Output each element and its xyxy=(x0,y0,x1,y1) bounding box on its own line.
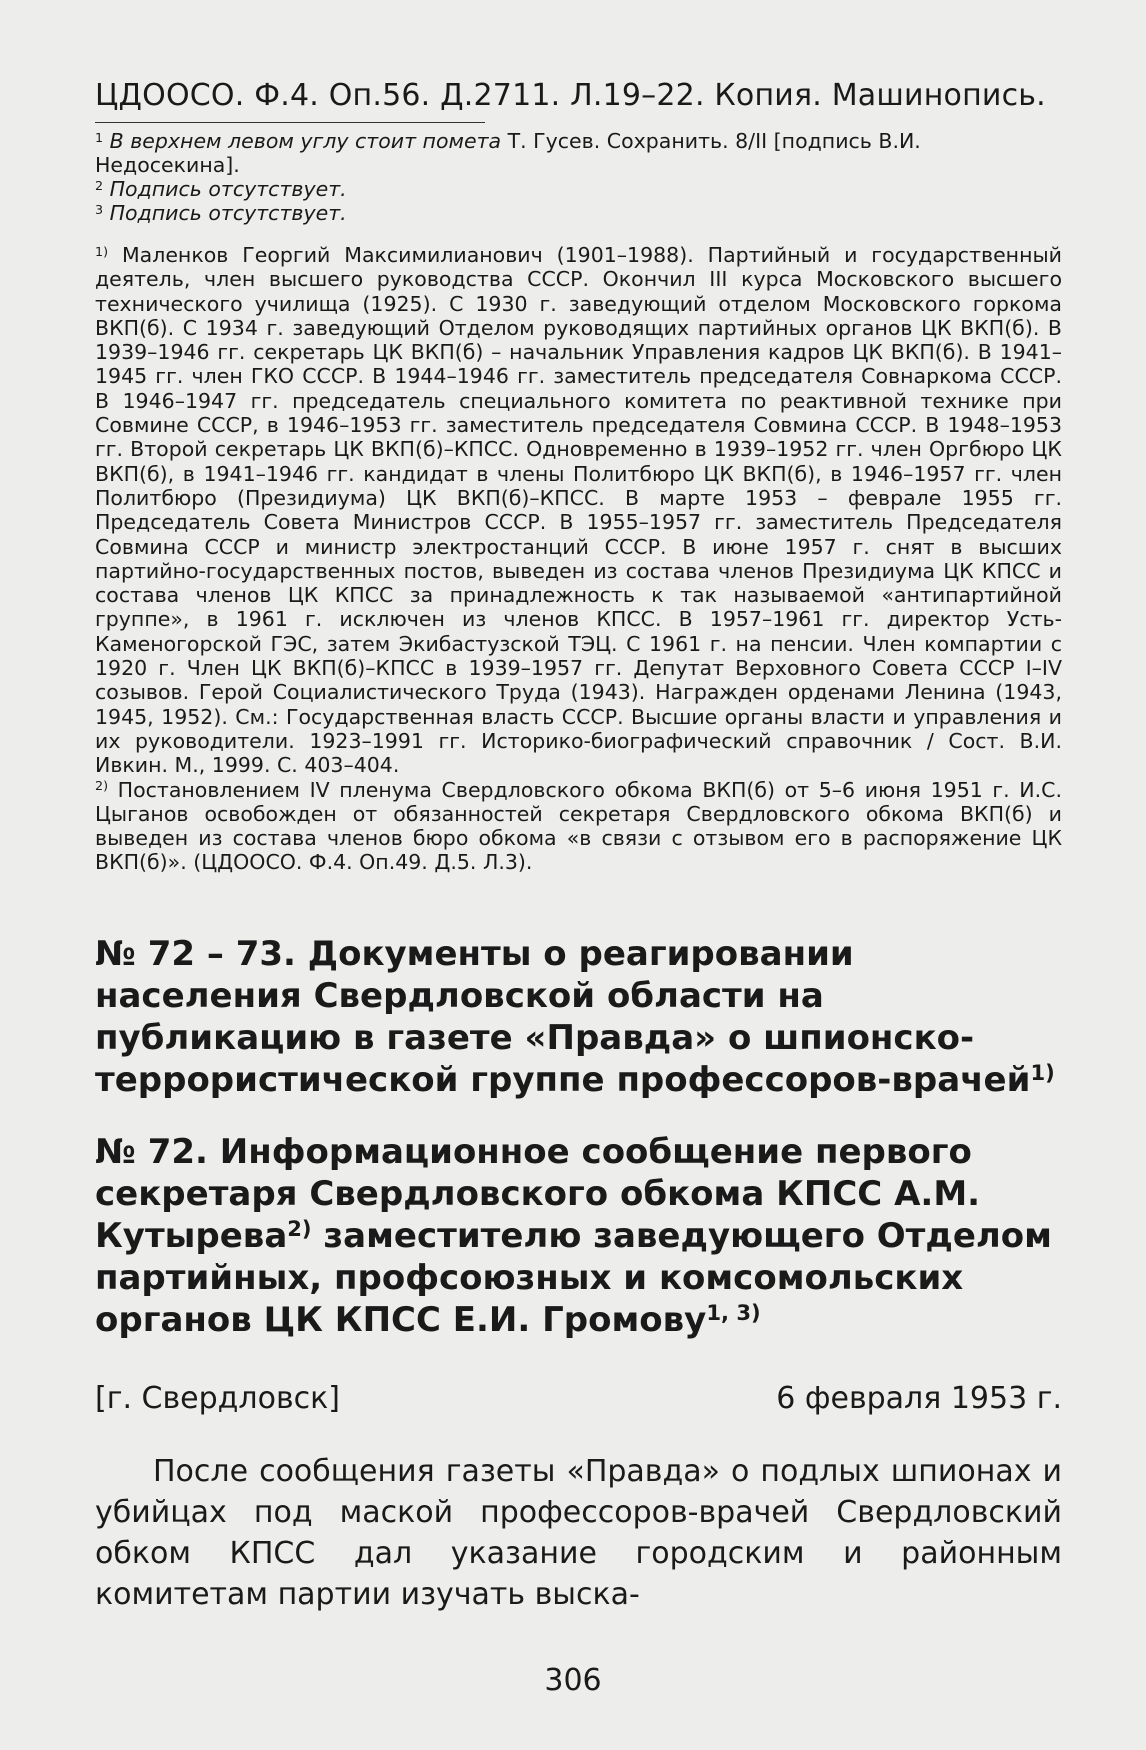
biography-note-malenkov xyxy=(95,243,1062,778)
document-group-heading xyxy=(95,933,1062,1101)
archive-source: ЦДООСО. Ф.4. Оп.56. Д.2711. Л.19–22. Копия. Машинопись. xyxy=(95,78,1046,113)
footnote-italic: Подпись отсутствует. xyxy=(109,201,347,225)
heading-mark: 2) xyxy=(287,1216,312,1242)
heading-mark: 1) xyxy=(1030,1060,1055,1086)
footnote xyxy=(95,201,1062,225)
heading-mark: 1, 3) xyxy=(706,1300,761,1326)
biography-mark: 2) xyxy=(95,778,109,794)
heading-text-part1: № 72. Информационное сообщение первого секретаря Свердловского обкома КПСС А.М. Кутырева xyxy=(95,1131,981,1256)
biography-mark: 1) xyxy=(95,243,109,259)
footnotes xyxy=(95,129,1062,225)
biography-text: Маленков Георгий Максимилианович (1901–1988). Партийный и государственный деятель, член высшего руководства СССР. Окончил III курса Московского высшего технического училища (1925). С 1930 г. заведующий отделом Московского горкома ВКП(б). С 1934 г. заведующий Отделом руководящих партийных органов ЦК ВКП(б). В 1939–1946 гг. секретарь ЦК ВКП(б) – начальник Управления кадров ЦК ВКП(б). В 1941–1945 гг. член ГКО СССР. В 1944–1946 гг. заместитель председателя Совнаркома СССР. В 1946–1947 гг. председатель специального комитета по реактивной технике при Совмине СССР, в 1946–1953 гг. заместитель председателя Совмина СССР. В 1948–1953 гг. Второй секретарь ЦК ВКП(б)–КПСС. Одновременно в 1939–1952 гг. член Оргбюро ЦК ВКП(б), в 1941–1946 гг. кандидат в члены Политбюро ЦК ВКП(б), в 1946–1957 гг. член Политбюро (Президиума) ЦК ВКП(б)–КПСС. В марте 1953 – феврале 1955 гг. Председатель Совета Министров СССР. В 1955–1957 гг. заместитель Председателя Совмина СССР и министр электростанций СССР. В июне 1957 г. снят в высших партийно-государственных постов, выведен из состава членов Президиума ЦК КПСС и состава членов ЦК КПСС за принадлежность к так называемой «антипартийной группе», в 1961 г. исключен из членов КПСС. В 1957–1961 гг. директор Усть-Каменогорской ГЭС, затем Экибастузской ТЭЦ. С 1961 г. на пенсии. Член компартии с 1920 г. Член ЦК ВКП(б)–КПСС в 1939–1957 гг. Депутат Верховного Совета СССР I–IV созывов. Герой Социалистического Труда (1943). Награжден орденами Ленина (1943, 1945, 1952). См.: Государственная власть СССР. Высшие органы власти и управления и их руководители. 1923–1991 гг. Историко-биографический справочник / Сост. В.И. Ивкин. М., 1999. С. 403–404. xyxy=(95,243,1062,778)
biography-text: Постановлением IV пленума Свердловского обкома ВКП(б) от 5–6 июня 1951 г. И.С. Цыганов освобожден от обязанностей секретаря Свердловского обкома ВКП(б) и выведен из состава членов бюро обкома «в связи с отзывом его в распоряжение ЦК ВКП(б)». (ЦДООСО. Ф.4. Оп.49. Д.5. Л.3). xyxy=(95,777,1062,875)
footnote-mark: 1 xyxy=(95,129,104,145)
footnote-mark: 3 xyxy=(95,201,104,217)
place-date-line xyxy=(95,1381,1062,1417)
footnote-italic: В верхнем левом углу стоит помета xyxy=(109,129,502,153)
body-paragraph: После сообщения газеты «Правда» о подлых шпионах и убийцах под маской профессоров-врачей Свердловский обком КПСС дал указание городским и районным комитетам партии изучать выска- xyxy=(95,1453,1062,1612)
biography-note-tsyganov xyxy=(95,778,1062,875)
footnote-italic: Подпись отсутствует. xyxy=(109,177,347,201)
document-date: 6 февраля 1953 г. xyxy=(776,1380,1062,1416)
heading-text-part2: заместителю заведующего Отделом партийных, профсоюзных и комсомольских органов ЦК КПСС Е.И. Громову xyxy=(95,1215,1052,1340)
footnote xyxy=(95,177,1062,201)
document-heading xyxy=(95,1131,1062,1341)
heading-text: № 72 – 73. Документы о реагировании населения Свердловской области на публикацию в газете «Правда» о шпионско-террористической группе профессоров-врачей xyxy=(95,933,1031,1100)
footnote-divider xyxy=(95,122,485,123)
footnote-mark: 2 xyxy=(95,177,104,193)
footnote xyxy=(95,129,1062,177)
document-place: [г. Свердловск] xyxy=(95,1380,340,1416)
footnote-text: Т. Гусев. Сохранить. 8/II [подпись В.И. Недосекина]. xyxy=(95,129,921,177)
page-number: 306 xyxy=(544,1663,602,1698)
